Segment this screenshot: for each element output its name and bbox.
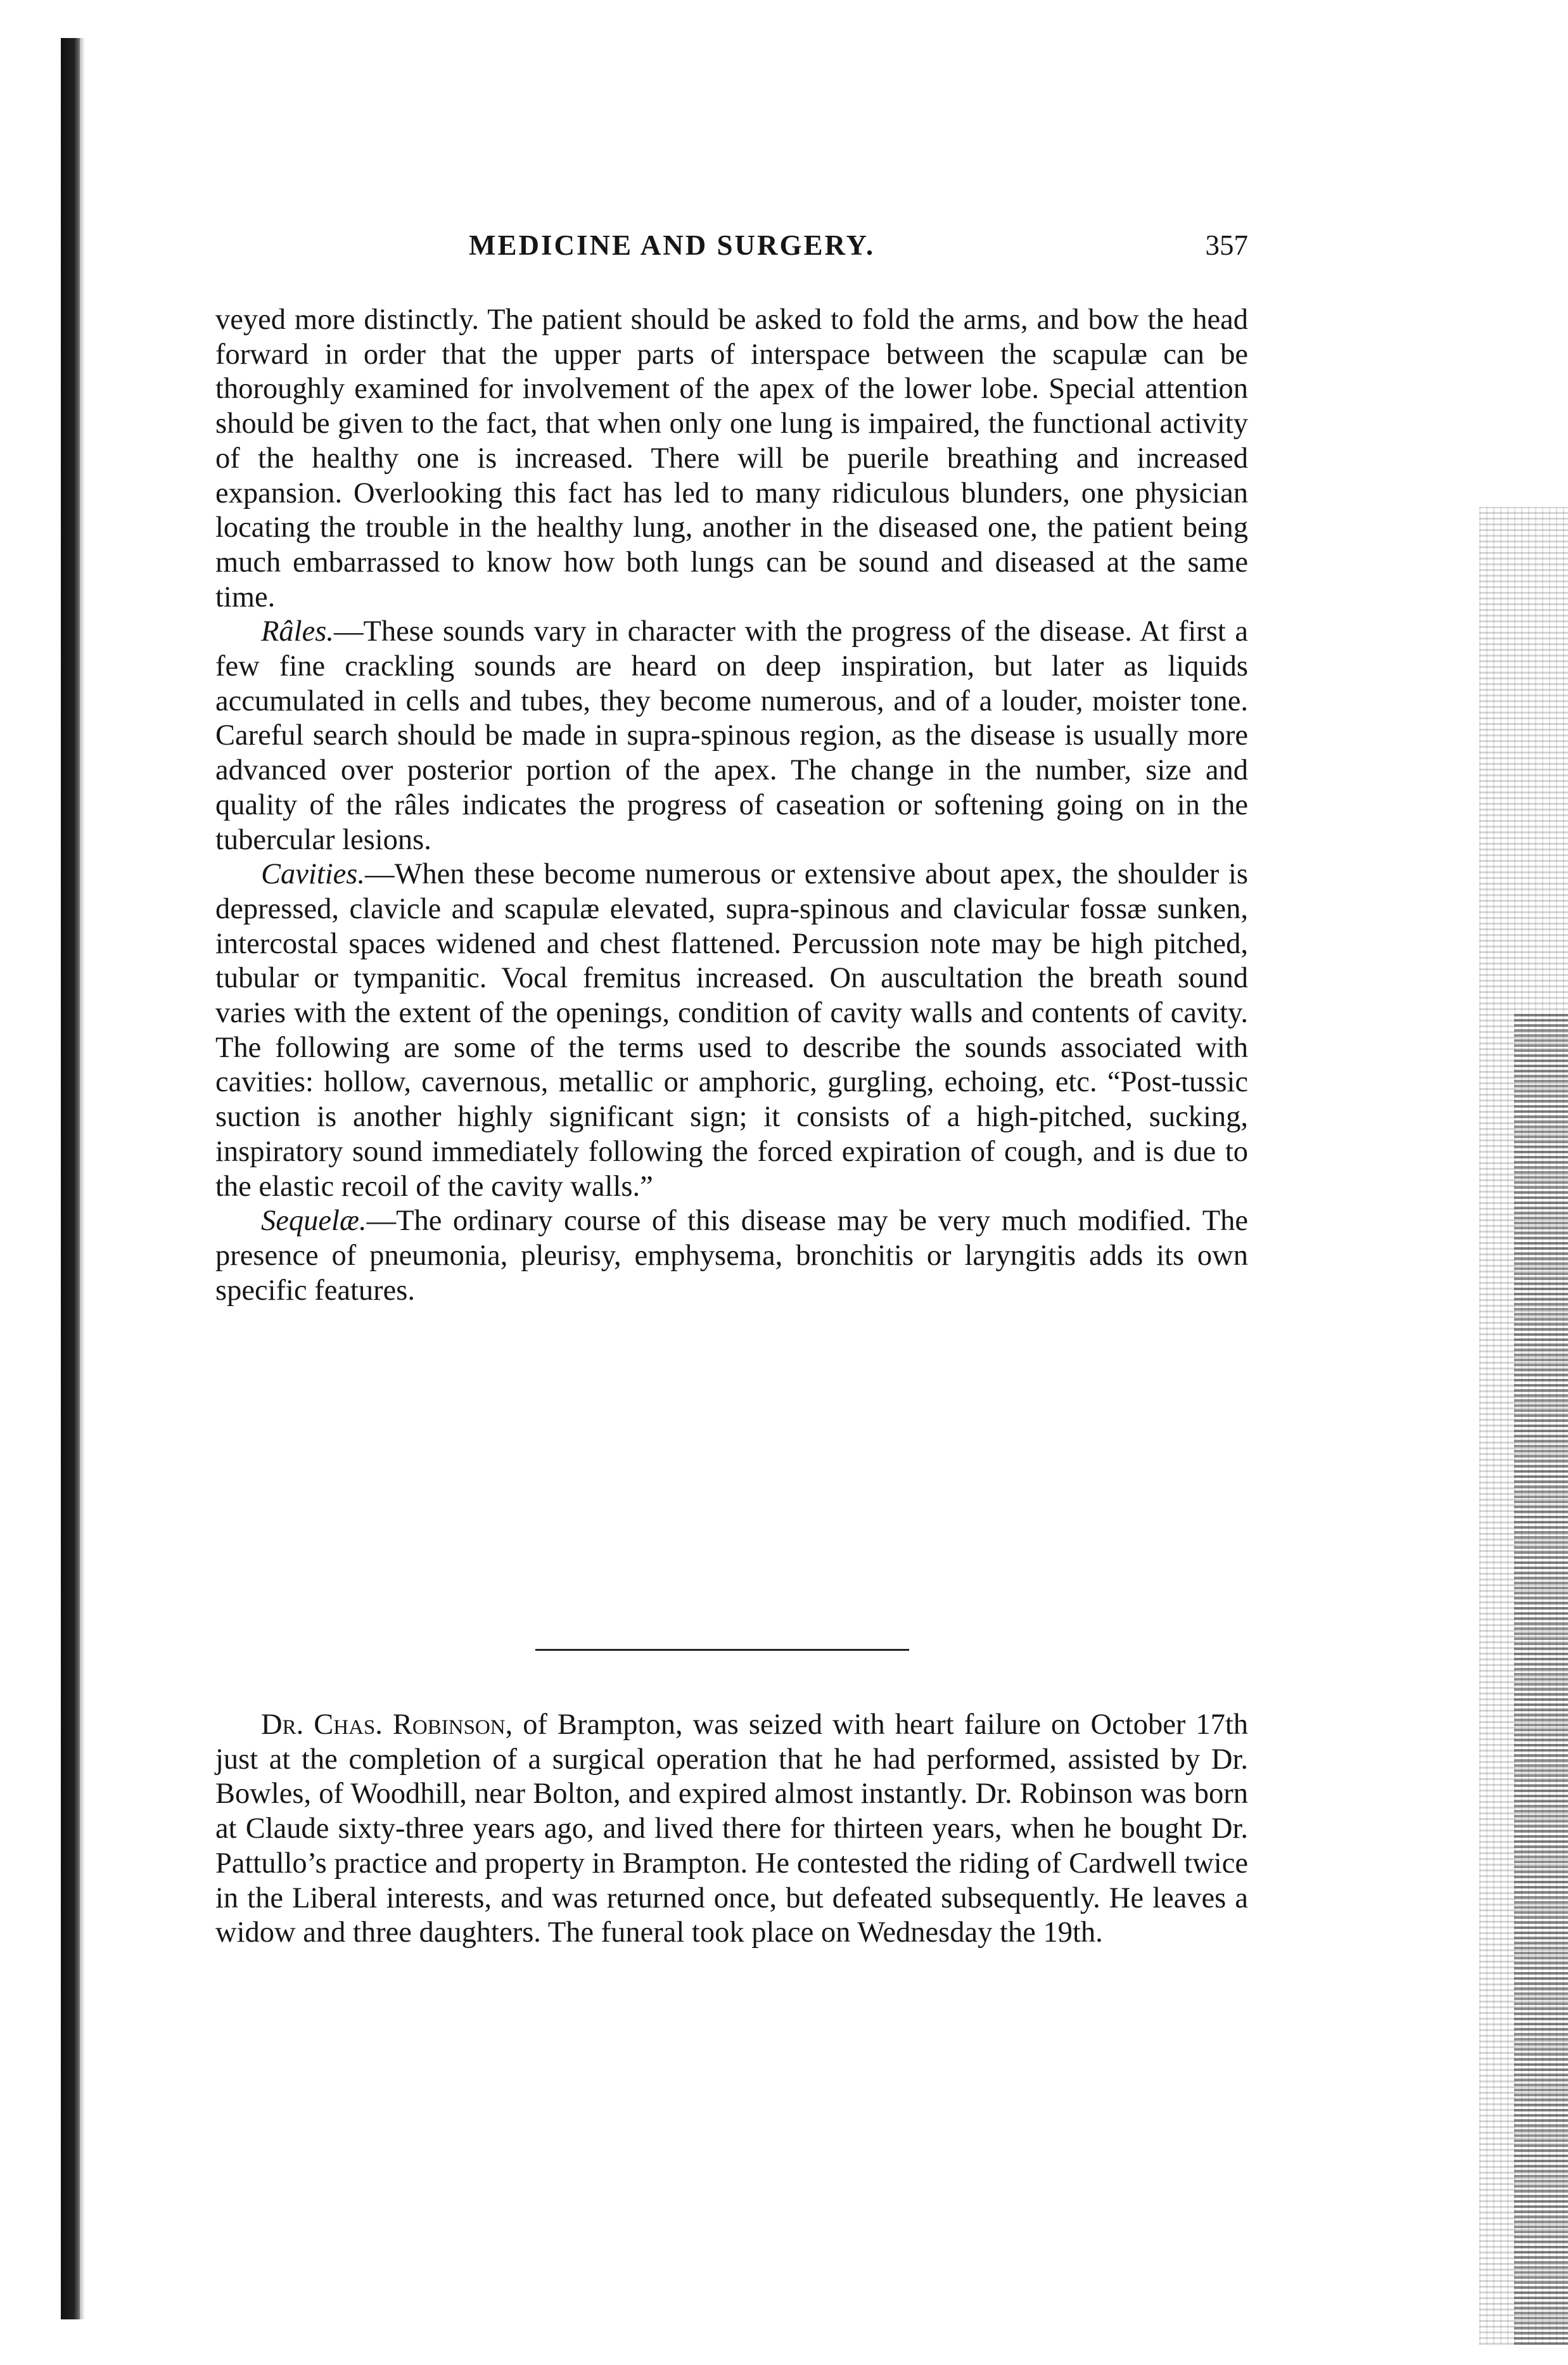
binding-edge [61, 38, 80, 2319]
obituary-paragraph [215, 1708, 1248, 1951]
page-header [215, 223, 1248, 267]
paragraph-sequelae [215, 1204, 1248, 1308]
paragraph-sequelae-text: —The ordinary course of this disease may be very much modified. The presence of pneumonia, pleurisy, emphysema, bronchitis or laryngitis adds its own specific features. [215, 1205, 1248, 1307]
paragraph-cavities [215, 857, 1248, 1204]
page-edge-dark [1514, 1014, 1568, 2345]
section-term-sequelae: Sequelæ. [261, 1205, 367, 1238]
section-divider [535, 1649, 909, 1651]
article-body [215, 303, 1248, 1308]
paragraph-cavities-text: —When these become numerous or extensive about apex, the shoulder is depressed, clavicle and scapulæ elevated, supra-spinous and clavicular fossæ sunken, intercostal spaces widened and chest flattened. Percussion note may be high pitched, tubular or tympanitic. Vocal fremitus increased. On auscultation the breath sound varies with the extent of the openings, condition of cavity walls and contents of cavity. The following are some of the terms used to describe the sounds associated with cavities: hollow, cavernous, metallic or amphoric, gurgling, echoing, etc. “Post-tussic suction is another highly significant sign; it consists of a high-pitched, sucking, inspiratory sound immediately following the forced expiration of cough, and is due to the elastic recoil of the cavity walls.” [215, 858, 1248, 1203]
section-term-cavities: Cavities. [261, 858, 366, 891]
paragraph-rales [215, 615, 1248, 857]
obituary-text: , of Brampton, was seized with heart failure on October 17th just at the completion of a surgical operation that he had performed, assisted by Dr. Bowles, of Woodhill, near Bolton, and expired almost instantly. Dr. Robinson was born at Claude sixty-three years ago, and lived there for thirteen years, when he bought Dr. Pattullo’s practice and property in Brampton. He contested the riding of Cardwell twice in the Liberal interests, and was returned once, but defeated subsequently. He leaves a widow and three daughters. The funeral took place on Wednesday the 19th. [215, 1708, 1248, 1949]
obituary-name: Dr. Chas. Robinson [261, 1708, 506, 1741]
page-number: 357 [1205, 229, 1248, 261]
binding-shadow [80, 38, 85, 2319]
obituary-notice [215, 1708, 1248, 1951]
paragraph-continuation: veyed more distinctly. The patient should be asked to fold the arms, and bow the head forward in order that the upper parts of interspace between the scapulæ can be thoroughly examined for involvement of the apex of the lower lobe. Special attention should be given to the fact, that when only one lung is impaired, the functional activity of the healthy one is increased. There will be puerile breathing and increased expansion. Overlooking this fact has led to many ridiculous blunders, one physician locating the trouble in the healthy lung, another in the diseased one, the patient being much embarrassed to know how both lungs can be sound and diseased at the same time. [215, 304, 1248, 613]
section-term-rales: Râles. [261, 615, 334, 648]
running-head: MEDICINE AND SURGERY. [469, 229, 876, 261]
paragraph-rales-text: —These sounds vary in character with the progress of the disease. At first a few fine crackling sounds are heard on deep inspiration, but later as liquids accumulated in cells and tubes, they become numerous, and of a louder, moister tone. Careful search should be made in supra-spinous region, as the disease is usually more advanced over posterior portion of the apex. The change in the number, size and quality of the râles indicates the progress of caseation or softening going on in the tubercular lesions. [215, 615, 1248, 856]
